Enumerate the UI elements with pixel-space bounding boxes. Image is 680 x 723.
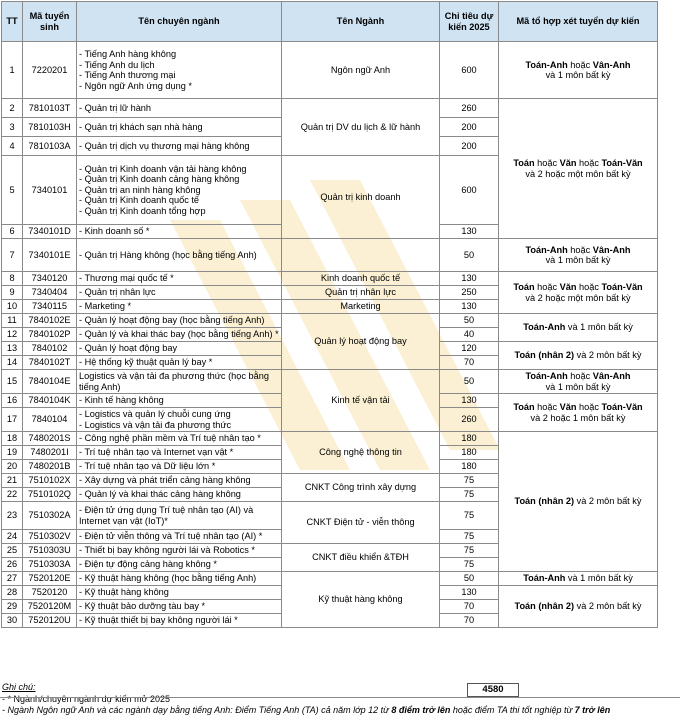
combo-cell: Toán (nhân 2) và 2 môn bất kỳ [499,586,658,628]
specialization-cell [77,408,282,432]
specialization-cell [77,488,282,502]
admission-code: 7510302V [23,530,77,544]
specialization-cell [77,99,282,118]
specialization-cell [77,370,282,394]
specialization-line: - Xây dựng và phát triển cảng hàng không [79,475,251,486]
specialization-cell [77,600,282,614]
quota-cell: 260 [440,99,499,118]
specialization-line: - Quản trị nhân lực [79,287,156,298]
major-cell: Quản trị nhân lực [282,286,440,300]
specialization-cell [77,342,282,356]
row-number: 15 [2,370,23,394]
quota-cell: 200 [440,137,499,156]
major-cell: Kinh tế vận tải [282,370,440,432]
quota-cell: 600 [440,156,499,225]
specialization-cell [77,586,282,600]
quota-cell: 130 [440,225,499,239]
specialization-line: - Logistics và quản lý chuỗi cung ứng [79,409,231,419]
row-number: 21 [2,474,23,488]
admission-code: 7810103A [23,137,77,156]
specialization-cell [77,460,282,474]
notes-section [2,682,678,717]
specialization-cell [77,118,282,137]
admission-code: 7510302A [23,502,77,530]
admission-code: 7340101 [23,156,77,225]
specialization-line: - Quản trị Kinh doanh cảng hàng không [79,174,240,185]
row-number: 17 [2,408,23,432]
row-number: 20 [2,460,23,474]
specialization-cell [77,544,282,558]
quota-cell: 70 [440,600,499,614]
quota-cell: 75 [440,544,499,558]
admission-code: 7840102P [23,328,77,342]
combo-cell: Toán (nhân 2) và 2 môn bất kỳ [499,432,658,572]
quota-cell: 180 [440,432,499,446]
specialization-line: - Logistics và vận tải đa phương thức [79,419,232,430]
admission-code: 7840104E [23,370,77,394]
admission-code: 7340120 [23,272,77,286]
admission-code: 7840104 [23,408,77,432]
quota-cell: 260 [440,408,499,432]
quota-cell: 75 [440,474,499,488]
specialization-cell [77,225,282,239]
row-number: 28 [2,586,23,600]
specialization-cell [77,432,282,446]
admission-code: 7810103T [23,99,77,118]
note-line-1: - * Ngành/chuyên ngành dự kiến mở 2025 [2,693,171,704]
quota-cell: 130 [440,586,499,600]
specialization-line: - Quản trị Hàng không (học bằng tiếng Anh) [79,249,257,260]
quota-cell: 40 [440,328,499,342]
specialization-line: - Tiếng Anh du lịch [79,59,155,70]
specialization-line: - Quản trị Kinh doanh tổng hợp [79,205,206,216]
row-number: 25 [2,544,23,558]
specialization-line: - Thiết bị bay không người lái và Robotics * [79,545,255,556]
quota-cell: 130 [440,394,499,408]
row-number: 6 [2,225,23,239]
quota-cell: 70 [440,356,499,370]
combo-cell: Toán-Anh hoặc Vân-Anh và 1 môn bất kỳ [499,239,658,272]
specialization-line: - Quản trị lữ hành [79,102,152,113]
specialization-line: - Quản lý hoạt động bay [79,343,178,354]
admission-code: 7510303A [23,558,77,572]
header-tt: TT [2,2,23,42]
quota-cell: 75 [440,558,499,572]
specialization-line: - Kỹ thuật thiết bị bay không người lái * [79,615,238,626]
note-line-2: - Ngành Ngôn ngữ Anh và các ngành dạy bằng tiếng Anh: Điểm Tiếng Anh (TA) cả năm lớp 12 từ 8 điểm trở lên hoặc điểm TA thi tốt nghiệp từ 7 trở lên [2,705,611,715]
admission-code: 7340115 [23,300,77,314]
major-cell: Ngôn ngữ Anh [282,42,440,99]
specialization-line: - Quản lý và khai thác cảng hàng không [79,489,241,500]
admission-code: 7340101D [23,225,77,239]
row-number: 12 [2,328,23,342]
row-number: 24 [2,530,23,544]
specialization-line: - Quản trị an ninh hàng không [79,184,201,195]
row-number: 7 [2,239,23,272]
admission-code: 7510102X [23,474,77,488]
specialization-cell [77,614,282,628]
quota-cell: 130 [440,300,499,314]
admission-code: 7840102E [23,314,77,328]
combo-cell: Toán-Anh hoặc Vân-Anh và 1 môn bất kỳ [499,42,658,99]
specialization-cell [77,558,282,572]
specialization-line: - Điện tự động cảng hàng không * [79,559,217,570]
specialization-line: - Quản trị Kinh doanh vận tải hàng không [79,163,247,174]
specialization-line: Logistics và vận tải đa phương thức (học bằng [79,371,269,381]
specialization-line: - Thương mại quốc tế * [79,273,174,284]
quota-cell: 75 [440,488,499,502]
specialization-cell [77,328,282,342]
specialization-line: - Kỹ thuật hàng không (học bằng tiếng Anh) [79,573,257,584]
combo-cell: Toán hoặc Văn hoặc Toán-Văn và 2 hoặc một môn bất kỳ [499,272,658,314]
major-cell: Quản trị DV du lịch & lữ hành [282,99,440,156]
admission-code: 7340404 [23,286,77,300]
specialization-line: - Điện tử viễn thông và Trí tuệ nhân tạo (AI) * [79,531,263,542]
major-cell: CNKT Điện tử - viễn thông [282,502,440,544]
admission-code: 7340101E [23,239,77,272]
specialization-line: tiếng Anh) [79,381,121,392]
admission-code: 7510303U [23,544,77,558]
specialization-cell [77,137,282,156]
specialization-line: - Trí tuệ nhân tạo và Internet vạn vật * [79,447,234,458]
row-number: 2 [2,99,23,118]
specialization-line: - Tiếng Anh hàng không [79,49,177,59]
specialization-line: - Hệ thống kỹ thuật quản lý bay * [79,357,213,368]
major-cell [282,239,440,272]
admission-code: 7840104K [23,394,77,408]
combo-cell: Toán (nhân 2) và 2 môn bất kỳ [499,342,658,370]
quota-cell: 50 [440,572,499,586]
row-number: 23 [2,502,23,530]
quota-cell: 70 [440,614,499,628]
specialization-line: - Quản trị khách sạn nhà hàng [79,121,203,132]
admission-code: 7520120M [23,600,77,614]
specialization-line: - Kỹ thuật bảo dưỡng tàu bay * [79,601,206,612]
specialization-cell [77,300,282,314]
row-number: 30 [2,614,23,628]
combo-cell: Toán-Anh và 1 môn bất kỳ [499,572,658,586]
row-number: 16 [2,394,23,408]
admission-code: 7520120E [23,572,77,586]
quota-cell: 600 [440,42,499,99]
major-cell: Quản lý hoạt động bay [282,314,440,370]
major-cell: CNKT điều khiển &TĐH [282,544,440,572]
header-combo: Mã tổ hợp xét tuyển dự kiến [499,2,658,42]
specialization-cell [77,530,282,544]
specialization-line: - Quản trị dịch vụ thương mại hàng không [79,140,250,151]
quota-cell: 120 [440,342,499,356]
major-cell: Công nghệ thông tin [282,432,440,474]
row-number: 10 [2,300,23,314]
specialization-line: - Quản trị Kinh doanh quốc tế [79,195,200,206]
specialization-cell [77,42,282,99]
specialization-cell [77,272,282,286]
major-cell: Kỹ thuật hàng không [282,572,440,628]
row-number: 4 [2,137,23,156]
row-number: 14 [2,356,23,370]
specialization-line: - Trí tuệ nhân tạo và Dữ liệu lớn * [79,461,216,472]
specialization-cell [77,446,282,460]
quota-cell: 200 [440,118,499,137]
specialization-cell [77,474,282,488]
total-quota: 4580 [467,683,519,697]
quota-cell: 50 [440,239,499,272]
specialization-line: - Quản lý hoạt động bay (học bằng tiếng Anh) [79,315,265,326]
specialization-line: - Công nghệ phần mềm và Trí tuệ nhân tạo * [79,433,261,444]
row-number: 5 [2,156,23,225]
admission-code: 7520120 [23,586,77,600]
row-number: 9 [2,286,23,300]
specialization-line: - Quản lý và khai thác bay (học bằng tiếng Anh) * [79,329,279,340]
row-number: 22 [2,488,23,502]
admission-code: 7480201B [23,460,77,474]
specialization-cell [77,239,282,272]
specialization-line: - Ngôn ngữ Anh ứng dụng * [79,80,192,91]
specialization-cell [77,156,282,225]
divider [0,697,680,698]
notes-label: Ghi chú: [2,682,36,692]
row-number: 1 [2,42,23,99]
major-cell: CNKT Công trình xây dựng [282,474,440,502]
row-number: 18 [2,432,23,446]
major-cell: Quản trị kinh doanh [282,156,440,239]
specialization-line: - Marketing * [79,301,132,312]
row-number: 11 [2,314,23,328]
row-number: 26 [2,558,23,572]
row-number: 29 [2,600,23,614]
row-number: 19 [2,446,23,460]
specialization-line: - Điện tử ứng dụng Trí tuệ nhân tạo (AI) và [79,505,254,515]
specialization-line: - Tiếng Anh thương mại [79,70,176,80]
specialization-cell [77,572,282,586]
admission-code: 7510102Q [23,488,77,502]
combo-cell: Toán-Anh hoặc Vân-Anh và 1 môn bất kỳ [499,370,658,394]
quota-cell: 130 [440,272,499,286]
quota-cell: 75 [440,530,499,544]
admission-code: 7480201I [23,446,77,460]
quota-cell: 50 [440,314,499,328]
admission-code: 7840102 [23,342,77,356]
specialization-cell [77,502,282,530]
specialization-line: - Kinh tế hàng không [79,395,164,406]
header-quota: Chỉ tiêu dự kiến 2025 [440,2,499,42]
quota-cell: 250 [440,286,499,300]
header-major: Tên Ngành [282,2,440,42]
specialization-line: Internet vạn vật (IoT)* [79,515,168,526]
combo-cell: Toán hoặc Văn hoặc Toán-Văn và 2 hoặc một môn bất kỳ [499,99,658,239]
quota-cell: 180 [440,446,499,460]
specialization-line: - Kinh doanh số * [79,226,150,237]
quota-cell: 180 [440,460,499,474]
admission-code: 7220201 [23,42,77,99]
major-cell: Kinh doanh quốc tế [282,272,440,286]
quota-cell: 75 [440,502,499,530]
header-specialization: Tên chuyên ngành [77,2,282,42]
row-number: 13 [2,342,23,356]
row-number: 3 [2,118,23,137]
specialization-cell [77,356,282,370]
major-cell: Marketing [282,300,440,314]
admission-table [1,1,658,628]
admission-code: 7840102T [23,356,77,370]
admission-code: 7520120U [23,614,77,628]
header-code: Mã tuyển sinh [23,2,77,42]
specialization-cell [77,314,282,328]
admission-code: 7810103H [23,118,77,137]
row-number: 8 [2,272,23,286]
quota-cell: 50 [440,370,499,394]
combo-cell: Toán-Anh và 1 môn bất kỳ [499,314,658,342]
specialization-line: - Kỹ thuật hàng không [79,587,169,598]
specialization-cell [77,394,282,408]
admission-code: 7480201S [23,432,77,446]
specialization-cell [77,286,282,300]
row-number: 27 [2,572,23,586]
combo-cell: Toán hoặc Văn hoặc Toán-Văn và 2 hoặc 1 môn bất kỳ [499,394,658,432]
